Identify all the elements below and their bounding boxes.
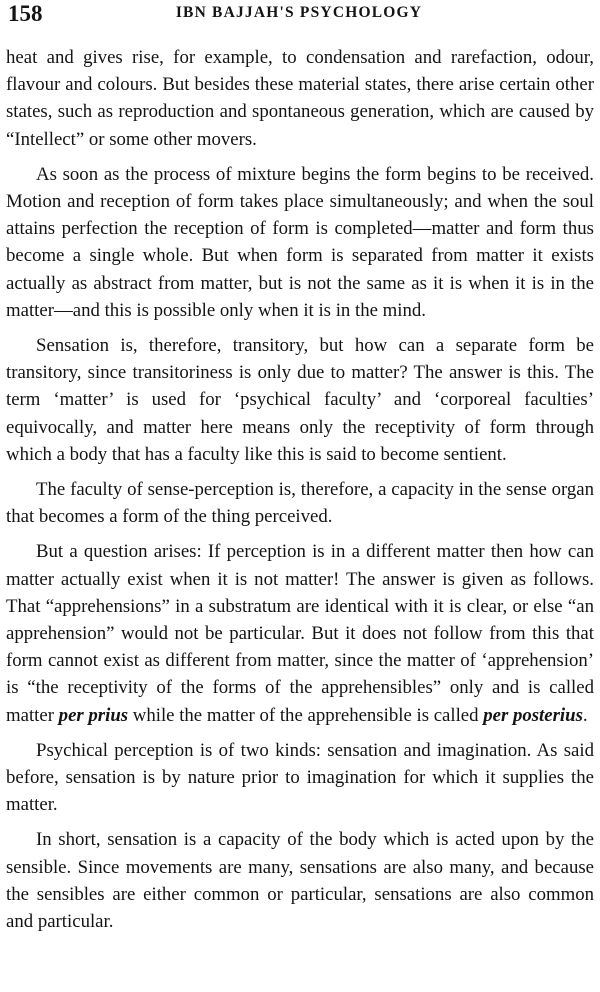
paragraph-4: The faculty of sense-perception is, therefore, a capacity in the sense organ that becomes a form of the thing perceived. [6, 479, 594, 528]
paragraph-1: heat and gives rise, for example, to condensation and rarefaction, odour, flavour and colours. But besides these material states, there arise certain other states, such as reproduction and spontaneous generation, which are caused by “Intellect” or some other movers. [6, 47, 594, 150]
paragraph-5 [6, 538, 594, 728]
paragraph-5-text-before: But a question arises: If perception is in a different matter then how can matter actually exist when it is not matter! The answer is given as follows. That “apprehensions” in a substratum are identical with it is clear, or else “an apprehension” would not be particular. But it does not follow from this that form cannot exist as different from matter, since the matter of ‘apprehension’ is “the receptivity of the forms of the apprehensibles” only and is called matter [6, 541, 594, 726]
running-title: IBN BAJJAH'S PSYCHOLOGY [175, 4, 423, 21]
paragraph-3: Sensation is, therefore, transitory, but how can a separate form be transitory, since transitoriness is only due to matter? The answer is this. The term ‘matter’ is used for ‘psychical faculty’ and ‘corporeal faculties’ equivocally, and matter here means only the receptivity of form through which a body that has a faculty like this is said to become sentient. [6, 335, 594, 465]
page-number: 158 [8, 1, 43, 26]
page-body [6, 44, 594, 943]
paragraph-7: In short, sensation is a capacity of the body which is acted upon by the sensible. Since movements are many, sensations are also many, and because the sensibles are either common or particular, sensations are also common and particular. [6, 829, 594, 933]
page-header [6, 0, 592, 44]
paragraph-2: As soon as the process of mixture begins the form begins to be received. Motion and reception of form takes place simultaneously; and when the soul attains perfection the reception of form is completed—matter and form thus become a single whole. But when form is separated from matter it exists actually as abstract from matter, but is not the same as it is when it is in the matter—and this is possible only when it is in the mind. [6, 163, 594, 321]
paragraph-5-text-middle: while the matter of the apprehensible is called [128, 704, 484, 726]
per-posterius-term: per posterius [483, 704, 583, 726]
paragraph-6: Psychical perception is of two kinds: sensation and imagination. As said before, sensation is by nature prior to imagination for which it supplies the matter. [6, 739, 594, 816]
paragraph-5-text-after: . [582, 704, 588, 726]
per-prius-term: per prius [58, 704, 129, 726]
